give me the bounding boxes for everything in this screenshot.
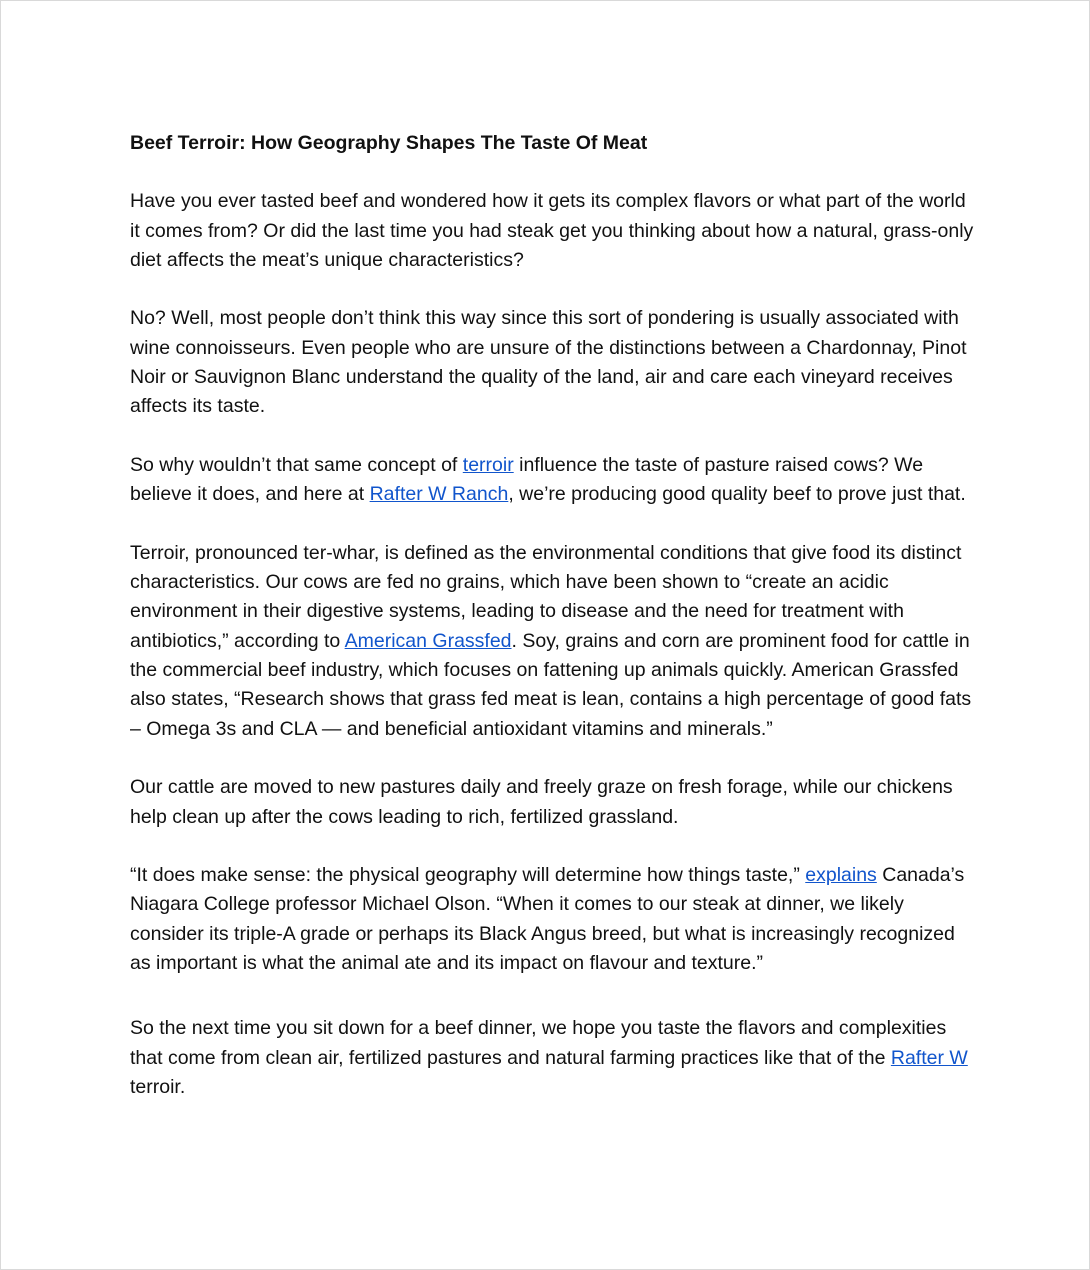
- paragraph-6-text-b: Canada’s Niagara College professor Michael Olson. “When it comes to our steak at dinner, we likely consider its triple-A grade or perhaps its Black Angus breed, but what is increasingly recognized as important is what the animal ate and its impact on flavour and texture.”: [130, 864, 965, 975]
- paragraph-3: [130, 451, 980, 510]
- explains-link[interactable]: explains: [805, 864, 877, 887]
- paragraph-4-text-b: . Soy, grains and corn are prominent food for cattle in the commercial beef industry, which focuses on fattening up animals quickly. American Grassfed also states, “Research shows that grass fed meat is lean, contains a high percentage of good fats – Omega 3s and CLA — and beneficial antioxidant vitamins and minerals.”: [130, 629, 972, 740]
- paragraph-2: No? Well, most people don’t think this way since this sort of pondering is usually associated with wine connoisseurs. Even people who are unsure of the distinctions between a Chardonnay, Pinot Noir or Sauvignon Blanc understand the quality of the land, air and care each vineyard receives affects its taste.: [130, 307, 967, 418]
- document-body: [130, 129, 980, 1132]
- rafter-w-ranch-link[interactable]: Rafter W Ranch: [369, 483, 509, 506]
- paragraph-6-text-a: “It does make sense: the physical geography will determine how things taste,”: [130, 864, 806, 887]
- paragraph-6: [130, 861, 980, 978]
- paragraph-7-text-b: terroir.: [130, 1075, 186, 1098]
- paragraph-7: [130, 1014, 980, 1102]
- terroir-link[interactable]: terroir: [462, 453, 514, 476]
- paragraph-5: Our cattle are moved to new pastures daily and freely graze on fresh forage, while our chickens help clean up after the cows leading to rich, fertilized grassland.: [130, 776, 953, 828]
- rafter-w-link[interactable]: Rafter W: [890, 1046, 968, 1069]
- paragraph-3-text-b: influence the taste of pasture raised cows? We believe it does, and here at: [130, 453, 924, 506]
- paragraph-7-text-a: So the next time you sit down for a beef dinner, we hope you taste the flavors and complexities that come from clean air, fertilized pastures and natural farming practices like that of the: [130, 1017, 947, 1069]
- paragraph-4: [130, 539, 980, 744]
- paragraph-3-text-a: So why wouldn’t that same concept of: [130, 453, 463, 476]
- paragraph-1: Have you ever tasted beef and wondered how it gets its complex flavors or what part of the world it comes from? Or did the last time you had steak get you thinking about how a natural, grass-only diet affects the meat’s unique characteristics?: [130, 190, 974, 271]
- paragraph-3-text-c: , we’re producing good quality beef to prove just that.: [508, 483, 966, 506]
- document-title: Beef Terroir: How Geography Shapes The Taste Of Meat: [130, 132, 648, 154]
- american-grassfed-link[interactable]: American Grassfed: [344, 629, 512, 652]
- paragraph-4-text-a: Terroir, pronounced ter-whar, is defined as the environmental conditions that give food its distinct characteristics. Our cows are fed no grains, which have been shown to “create an acidic environment in their digestive systems, leading to disease and the need for treatment with antibiotics,” according to: [130, 541, 962, 652]
